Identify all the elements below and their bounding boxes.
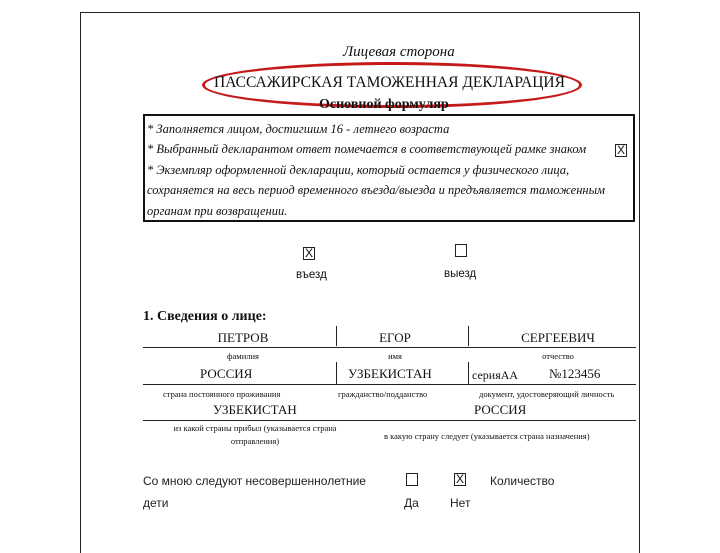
minors-yes-checkbox[interactable]: [406, 473, 418, 486]
sample-mark-box: X: [616, 143, 625, 157]
instruction-line-4: сохраняется на весь период временного въезда/выезда и предъявляется таможенным: [147, 183, 606, 197]
minors-no-checkbox[interactable]: X: [455, 472, 464, 486]
minors-no-label: Нет: [450, 496, 471, 510]
name-field[interactable]: ЕГОР: [379, 330, 411, 345]
name-caption: имя: [388, 351, 402, 361]
minors-count-label: Количество: [490, 474, 555, 488]
instructions-box: [143, 114, 635, 222]
entry-label: въезд: [296, 269, 327, 281]
from-caption-2: отправления): [230, 436, 280, 446]
instruction-line-3: * Экземпляр оформленной декларации, который остается у физического лица,: [147, 163, 570, 177]
doc-series-field[interactable]: серияАА: [472, 368, 519, 382]
section-1-title: 1. Сведения о лице:: [143, 309, 267, 324]
divider: [336, 326, 337, 346]
patronymic-field[interactable]: СЕРГЕЕВИЧ: [521, 330, 595, 345]
form-title: ПАССАЖИРСКАЯ ТАМОЖЕННАЯ ДЕКЛАРАЦИЯ: [214, 74, 565, 91]
minors-question-line-2: дети: [143, 496, 169, 510]
row-line: [143, 420, 636, 421]
surname-caption: фамилия: [227, 351, 259, 361]
minors-question-line-1: Со мною следуют несовершеннолетние: [143, 474, 366, 488]
document-caption: документ, удостоверяющий личность: [479, 389, 615, 399]
to-caption: в какую страну следует (указывается страна назначения): [384, 431, 590, 441]
citizenship-caption: гражданство/подданство: [338, 389, 428, 399]
exit-checkbox[interactable]: [455, 244, 467, 257]
doc-number-field[interactable]: №123456: [549, 366, 601, 381]
side-label: Лицевая сторона: [343, 44, 455, 60]
from-caption-1: из какой страны прибыл (указывается страна: [173, 423, 337, 433]
row-line: [143, 384, 636, 385]
residence-field[interactable]: РОССИЯ: [200, 366, 253, 381]
form-subtitle: Основной формуляр: [319, 97, 449, 112]
entry-checkbox[interactable]: X: [304, 246, 313, 260]
from-country-field[interactable]: УЗБЕКИСТАН: [213, 402, 297, 417]
residence-caption: страна постоянного проживания: [163, 389, 281, 399]
to-country-field[interactable]: РОССИЯ: [474, 402, 527, 417]
minors-yes-label: Да: [404, 496, 419, 510]
exit-label: выезд: [444, 268, 477, 280]
instruction-line-5: органам при возвращении.: [147, 204, 288, 218]
divider: [468, 362, 469, 384]
divider: [468, 326, 469, 346]
row-line: [143, 347, 636, 348]
instruction-line-1: * Заполняется лицом, достигшим 16 - летнего возраста: [147, 122, 450, 136]
divider: [336, 362, 337, 384]
citizenship-field[interactable]: УЗБЕКИСТАН: [348, 366, 432, 381]
instruction-line-2: * Выбранный декларантом ответ помечается в соответствующей рамке знаком: [147, 142, 587, 156]
patronymic-caption: отчество: [542, 351, 574, 361]
surname-field[interactable]: ПЕТРОВ: [217, 330, 269, 345]
